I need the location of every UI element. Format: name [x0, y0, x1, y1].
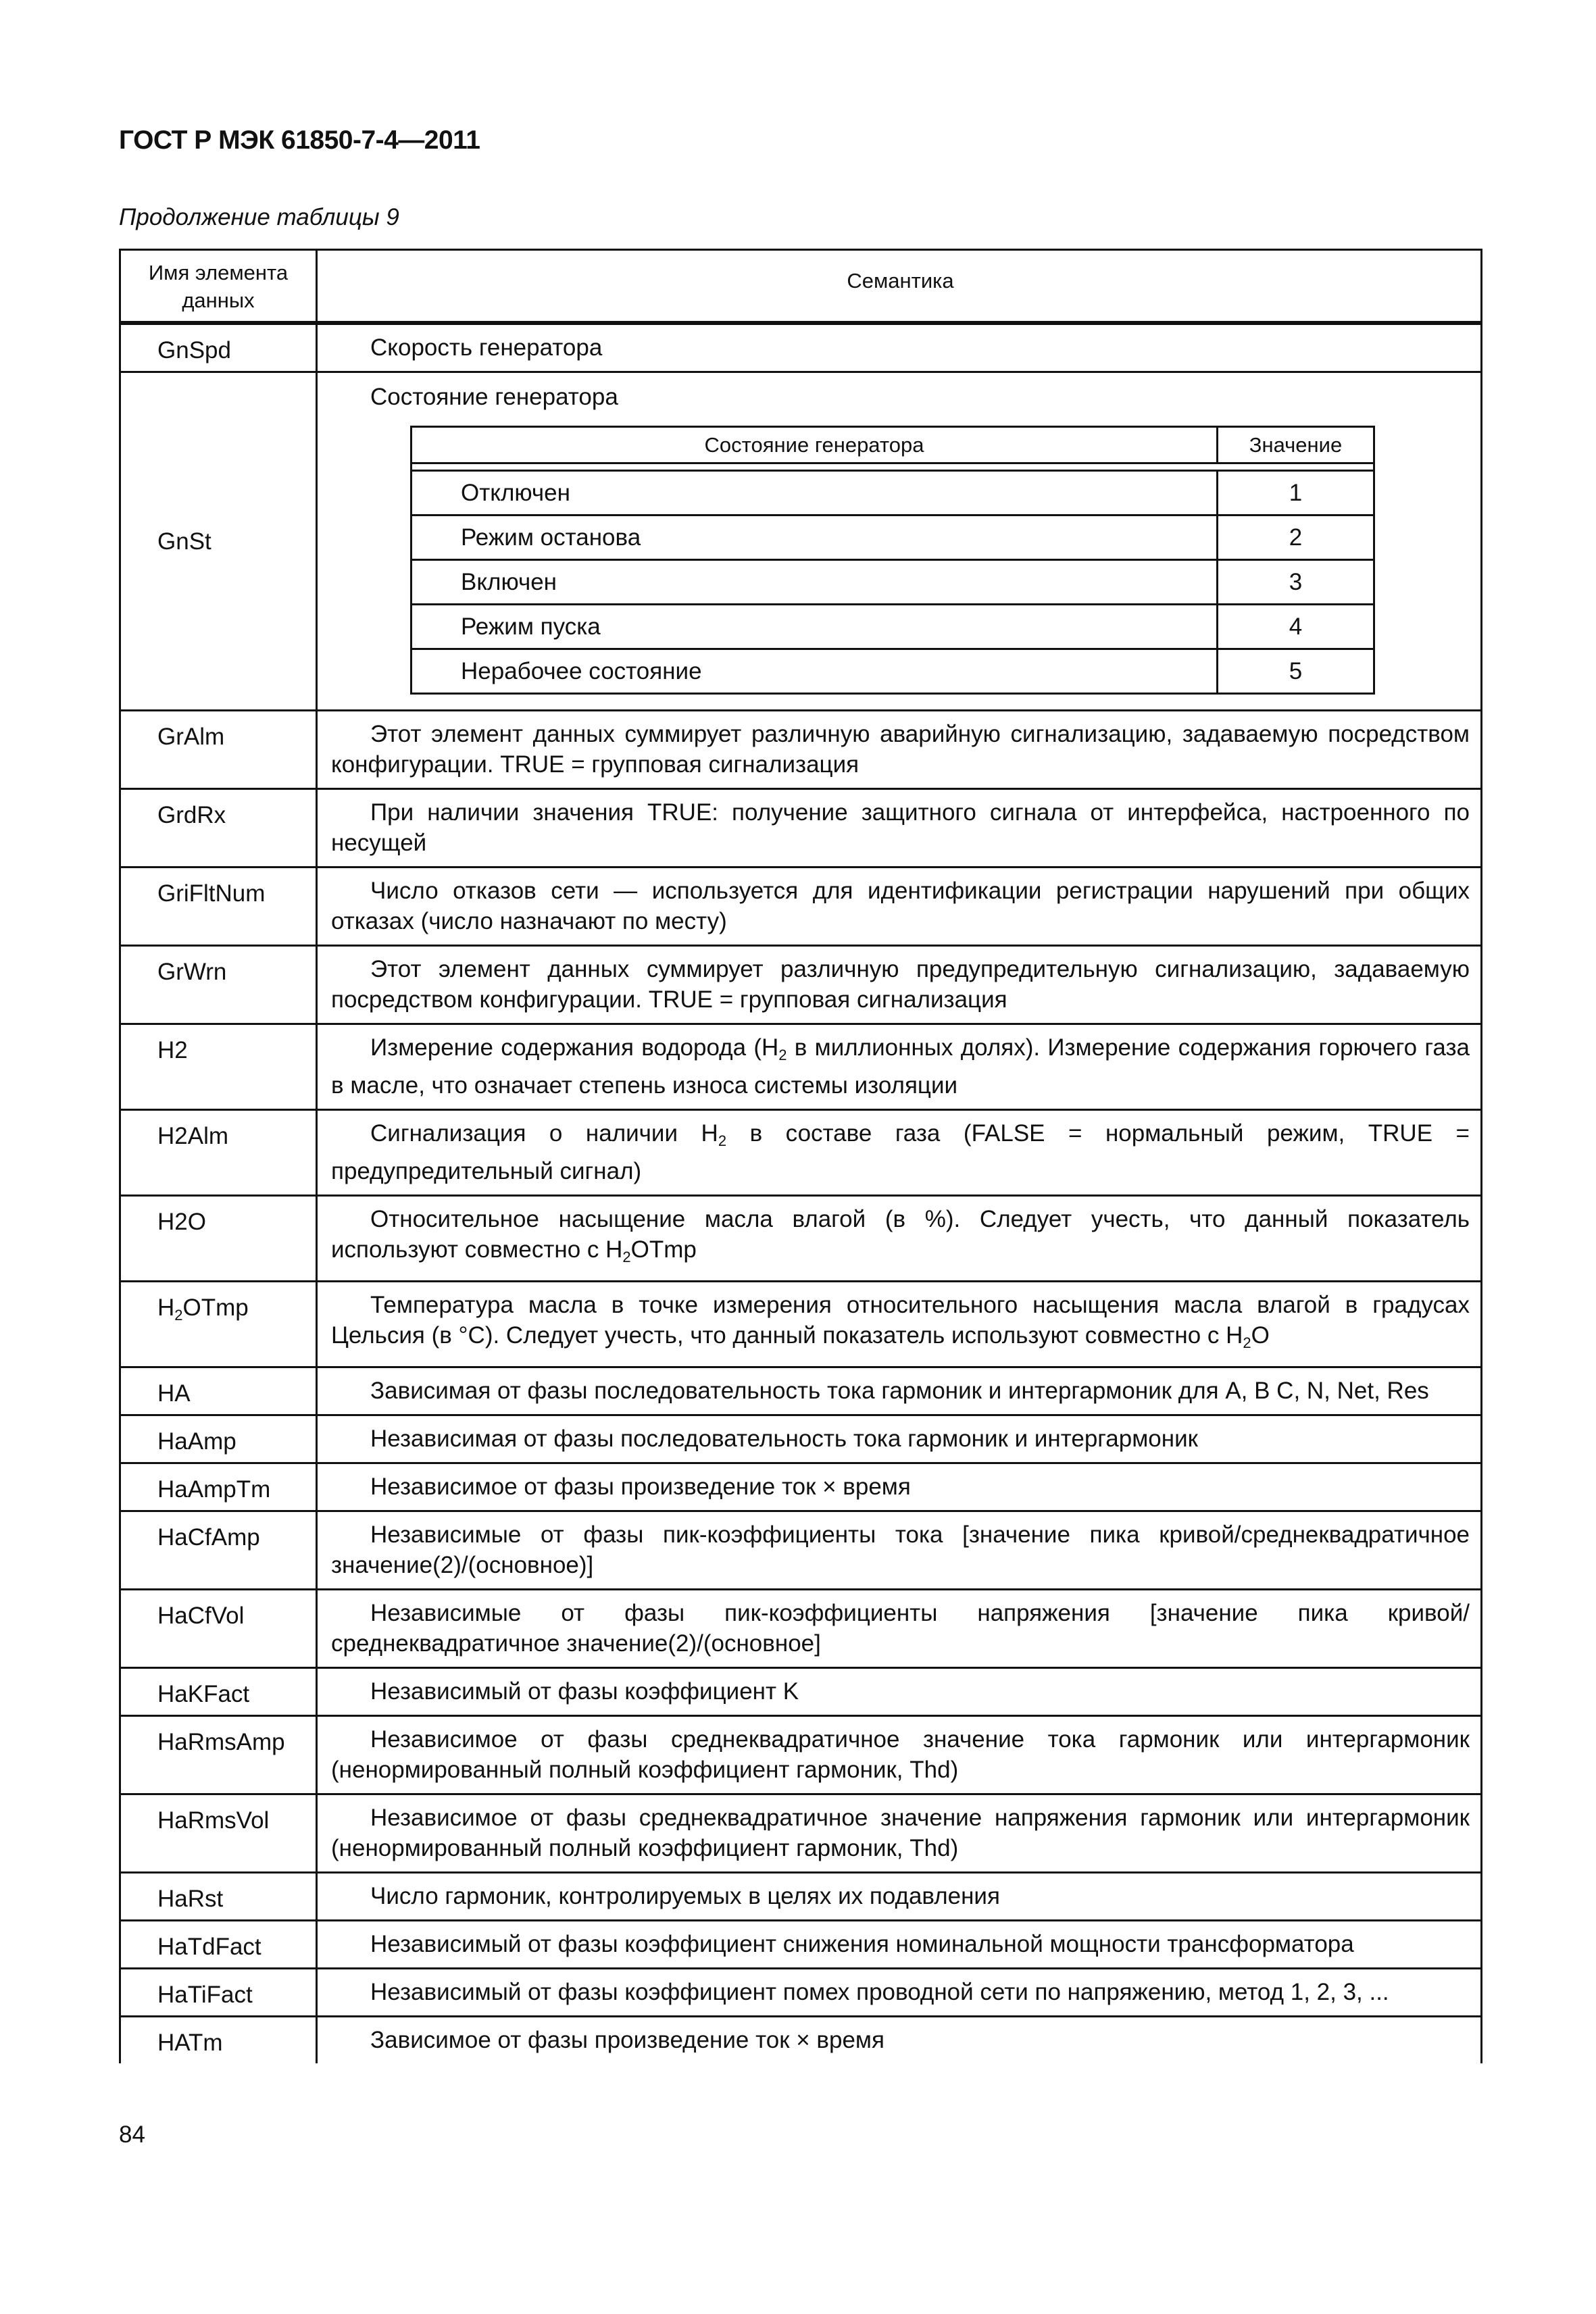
table-row	[121, 1667, 1480, 1715]
table-row	[121, 1588, 1480, 1667]
inner-table-header	[412, 428, 1373, 464]
element-name: HATm	[121, 2017, 318, 2063]
element-name: HaRmsAmp	[121, 1717, 318, 1793]
table-row	[121, 323, 1480, 371]
state-label: Режим останова	[461, 524, 641, 551]
table-row	[121, 1109, 1480, 1194]
inner-table-row	[412, 648, 1373, 693]
table-row	[121, 371, 1480, 709]
document-header: ГОСТ Р МЭК 61850-7-4—2011	[119, 126, 480, 155]
element-semantics: При наличии значения TRUE: получение защитного сигнала от интерфейса, настроенного по несущей	[331, 799, 1470, 856]
element-name: GrWrn	[121, 947, 318, 1023]
table-row	[121, 709, 1480, 788]
column-header-semantics: Семантика	[847, 269, 954, 293]
element-semantics: Независимое от фазы произведение ток × время	[370, 1474, 911, 1500]
state-value: 1	[1216, 472, 1373, 514]
element-name: HaTiFact	[121, 1969, 318, 2015]
state-label: Режим пуска	[461, 613, 601, 640]
element-name: GnSt	[121, 373, 318, 709]
data-elements-table	[119, 249, 1482, 2063]
element-name: HaAmpTm	[121, 1464, 318, 1510]
table-row	[121, 1793, 1480, 1871]
element-name: H2O	[121, 1197, 318, 1280]
table-row	[121, 1919, 1480, 1967]
inner-table-row	[412, 514, 1373, 559]
element-name: HaRmsVol	[121, 1795, 318, 1871]
element-semantics: Число отказов сети — используется для идентификации регистрации нарушений при общих отказах (число назначают по месту)	[331, 878, 1470, 934]
state-value: 2	[1216, 516, 1373, 559]
element-semantics: Зависимое от фазы произведение ток × время	[370, 2027, 884, 2053]
state-value: 4	[1216, 605, 1373, 648]
table-row	[121, 1967, 1480, 2015]
element-semantics	[318, 373, 1480, 709]
element-name: HA	[121, 1368, 318, 1414]
state-value: 5	[1216, 650, 1373, 693]
table-row	[121, 1414, 1480, 1462]
element-semantics: Независимые от фазы пик-коэффициенты тока [значение пика кривой/среднеквадратичное значение(2)/(основное)]	[331, 1521, 1470, 1578]
table-row	[121, 1510, 1480, 1588]
element-name: GriFltNum	[121, 868, 318, 945]
table-row	[121, 788, 1480, 866]
element-semantics: Этот элемент данных суммирует различную аварийную сигнализацию, задаваемую посредством конфигурации. TRUE = групповая сигнализация	[331, 721, 1470, 778]
element-name: GnSpd	[121, 325, 318, 371]
element-name: GrdRx	[121, 790, 318, 866]
element-semantics: Этот элемент данных суммирует различную предупредительную сигнализацию, задаваемую посредством конфигурации. TRUE = групповая сигнализация	[331, 956, 1470, 1013]
state-label: Нерабочее состояние	[461, 658, 702, 684]
element-semantics: Число гармоник, контролируемых в целях их подавления	[370, 1883, 1000, 1909]
state-value: 3	[1216, 561, 1373, 603]
element-semantics: Измерение содержания водорода ($H_2$ в миллионных долях). Измерение содержания горючего газа в масле, что означает степень износа системы изоляции	[331, 1034, 1470, 1099]
generator-state-table	[410, 426, 1375, 695]
element-semantics: Независимый от фазы коэффициент K	[370, 1678, 799, 1705]
element-semantics: Сигнализация о наличии $H_2$ в составе газа (FALSE = нормальный режим, TRUE = предупредительный сигнал)	[331, 1120, 1470, 1184]
element-name: GrAlm	[121, 711, 318, 788]
generator-state-title: Состояние генератора	[370, 384, 618, 410]
table-continuation-caption: Продолжение таблицы 9	[119, 204, 399, 230]
inner-table-row	[412, 470, 1373, 514]
table-header-row	[121, 251, 1480, 323]
state-label: Отключен	[461, 480, 570, 506]
element-name: HaTdFact	[121, 1921, 318, 1967]
element-semantics: Относительное насыщение масла влагой (в %). Следует учесть, что данный показатель используют совместно с $H_2OTmp$	[331, 1206, 1470, 1265]
element-name: HaCfAmp	[121, 1512, 318, 1588]
element-name: HaCfVol	[121, 1590, 318, 1667]
element-semantics: Зависимая от фазы последовательность тока гармоник и интергармоник для A, B C, N, Net, Res	[370, 1378, 1429, 1404]
table-row	[121, 866, 1480, 945]
element-semantics: Скорость генератора	[370, 334, 603, 361]
element-name: H2	[121, 1025, 318, 1109]
element-semantics: Независимый от фазы коэффициент помех проводной сети по напряжению, метод 1, 2, 3, ...	[370, 1979, 1389, 2005]
table-row	[121, 1715, 1480, 1793]
inner-header-value: Значение	[1216, 428, 1373, 462]
table-row	[121, 1023, 1480, 1109]
element-semantics: Независимый от фазы коэффициент снижения номинальной мощности трансформатора	[370, 1931, 1354, 1957]
element-semantics: Температура масла в точке измерения относительного насыщения масла влагой в градусах Цельсия (в °C). Следует учесть, что данный показатель используют совместно с $H_2O$	[331, 1292, 1470, 1351]
element-name: HaKFact	[121, 1669, 318, 1715]
page-number: 84	[119, 2121, 145, 2148]
inner-table-row	[412, 603, 1373, 648]
element-semantics: Независимое от фазы среднеквадратичное значение напряжения гармоник или интергармоник (ненормированный полный коэффициент гармоник, Thd)	[331, 1805, 1470, 1861]
element-semantics: Независимая от фазы последовательность тока гармоник и интергармоник	[370, 1426, 1198, 1452]
state-label: Включен	[461, 569, 557, 595]
element-name: H2Alm	[121, 1111, 318, 1194]
column-header-name: Имя элемента данных	[121, 251, 318, 321]
element-semantics: Независимое от фазы среднеквадратичное значение тока гармоник или интергармоник (ненормированный полный коэффициент гармоник, Thd)	[331, 1726, 1470, 1783]
table-row	[121, 1871, 1480, 1919]
table-row	[121, 1462, 1480, 1510]
table-row	[121, 1194, 1480, 1280]
inner-table-row	[412, 559, 1373, 603]
inner-header-state: Состояние генератора	[704, 433, 924, 457]
element-name: HaAmp	[121, 1416, 318, 1462]
table-row	[121, 945, 1480, 1023]
element-semantics: Независимые от фазы пик-коэффициенты напряжения [значение пика кривой/ среднеквадратичное значение(2)/(основное]	[331, 1600, 1470, 1657]
element-name: $H_2OTmp$	[121, 1282, 318, 1366]
element-name: HaRst	[121, 1873, 318, 1919]
table-row	[121, 2015, 1480, 2063]
table-row	[121, 1366, 1480, 1414]
table-row	[121, 1280, 1480, 1366]
